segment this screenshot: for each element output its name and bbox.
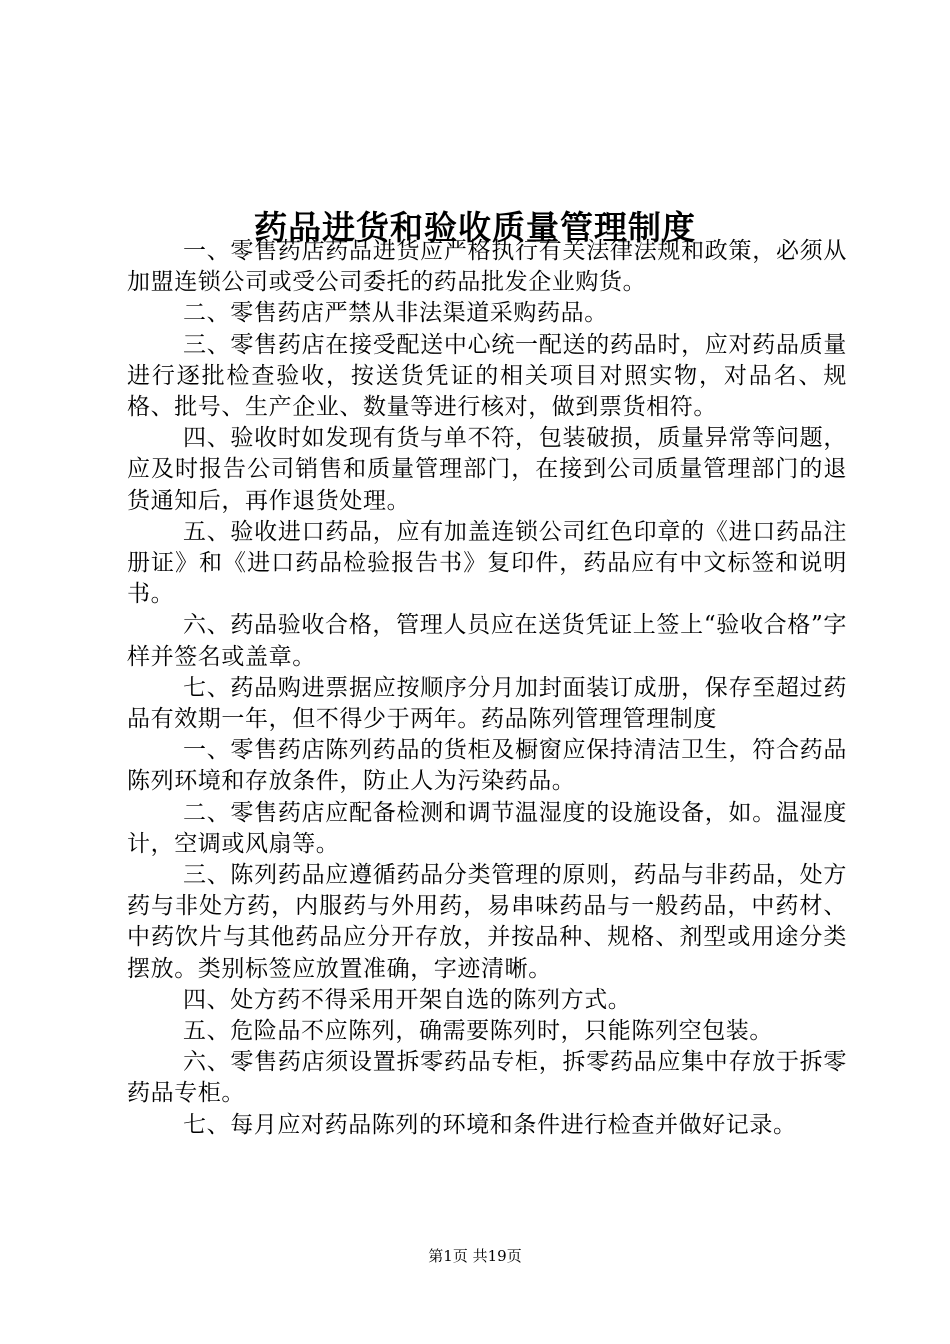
paragraph-14: 七、每月应对药品陈列的环境和条件进行检查并做好记录。 — [183, 1111, 797, 1138]
paragraph-12: 五、危险品不应陈列，确需要陈列时，只能陈列空包装。 — [183, 1018, 773, 1045]
paragraph-13: 六、零售药店须设置拆零药品专柜，拆零药品应集中存放于拆零药品专柜。 — [127, 1049, 847, 1107]
paragraph-8: 一、零售药店陈列药品的货柜及橱窗应保持清洁卫生，符合药品陈列环境和存放条件，防止人为污染药品。 — [127, 737, 847, 795]
paragraph-1: 一、零售药店药品进货应严格执行有关法律法规和政策，必须从加盟连锁公司或受公司委托的药品批发企业购货。 — [127, 238, 847, 296]
paragraph-4: 四、验收时如发现有货与单不符，包装破损，质量异常等问题，应及时报告公司销售和质量管理部门，在接到公司质量管理部门的退货通知后，再作退货处理。 — [127, 425, 847, 514]
paragraph-3: 三、零售药店在接受配送中心统一配送的药品时，应对药品质量进行逐批检查验收，按送货凭证的相关项目对照实物，对品名、规格、批号、生产企业、数量等进行核对，做到票货相符。 — [127, 331, 847, 421]
paragraph-5: 五、验收进口药品，应有加盖连锁公司红色印章的《进口药品注册证》和《进口药品检验报告书》复印件，药品应有中文标签和说明书。 — [127, 518, 847, 608]
paragraph-2: 二、零售药店严禁从非法渠道采购药品。 — [183, 300, 608, 327]
paragraph-7: 七、药品购进票据应按顺序分月加封面装订成册，保存至超过药品有效期一年，但不得少于两年。药品陈列管理管理制度 — [127, 674, 847, 733]
page-number-footer: 第1页 共19页 — [428, 1247, 522, 1265]
document-body — [127, 236, 847, 1141]
paragraph-9: 二、零售药店应配备检测和调节温湿度的设施设备，如。温湿度计，空调或风扇等。 — [127, 799, 847, 857]
document-title: 药品进货和验收质量管理制度 — [254, 208, 696, 248]
paragraph-11: 四、处方药不得采用开架自选的陈列方式。 — [183, 986, 632, 1013]
paragraph-6: 六、药品验收合格，管理人员应在送货凭证上签上“验收合格”字样并签名或盖章。 — [127, 612, 847, 670]
paragraph-10: 三、陈列药品应遵循药品分类管理的原则，药品与非药品，处方药与非处方药，内服药与外用药，易串味药品与一般药品，中药材、中药饮片与其他药品应分开存放，并按品种、规格、剂型或用途分类摆放。类别标签应放置准确，字迹清晰。 — [127, 862, 847, 982]
